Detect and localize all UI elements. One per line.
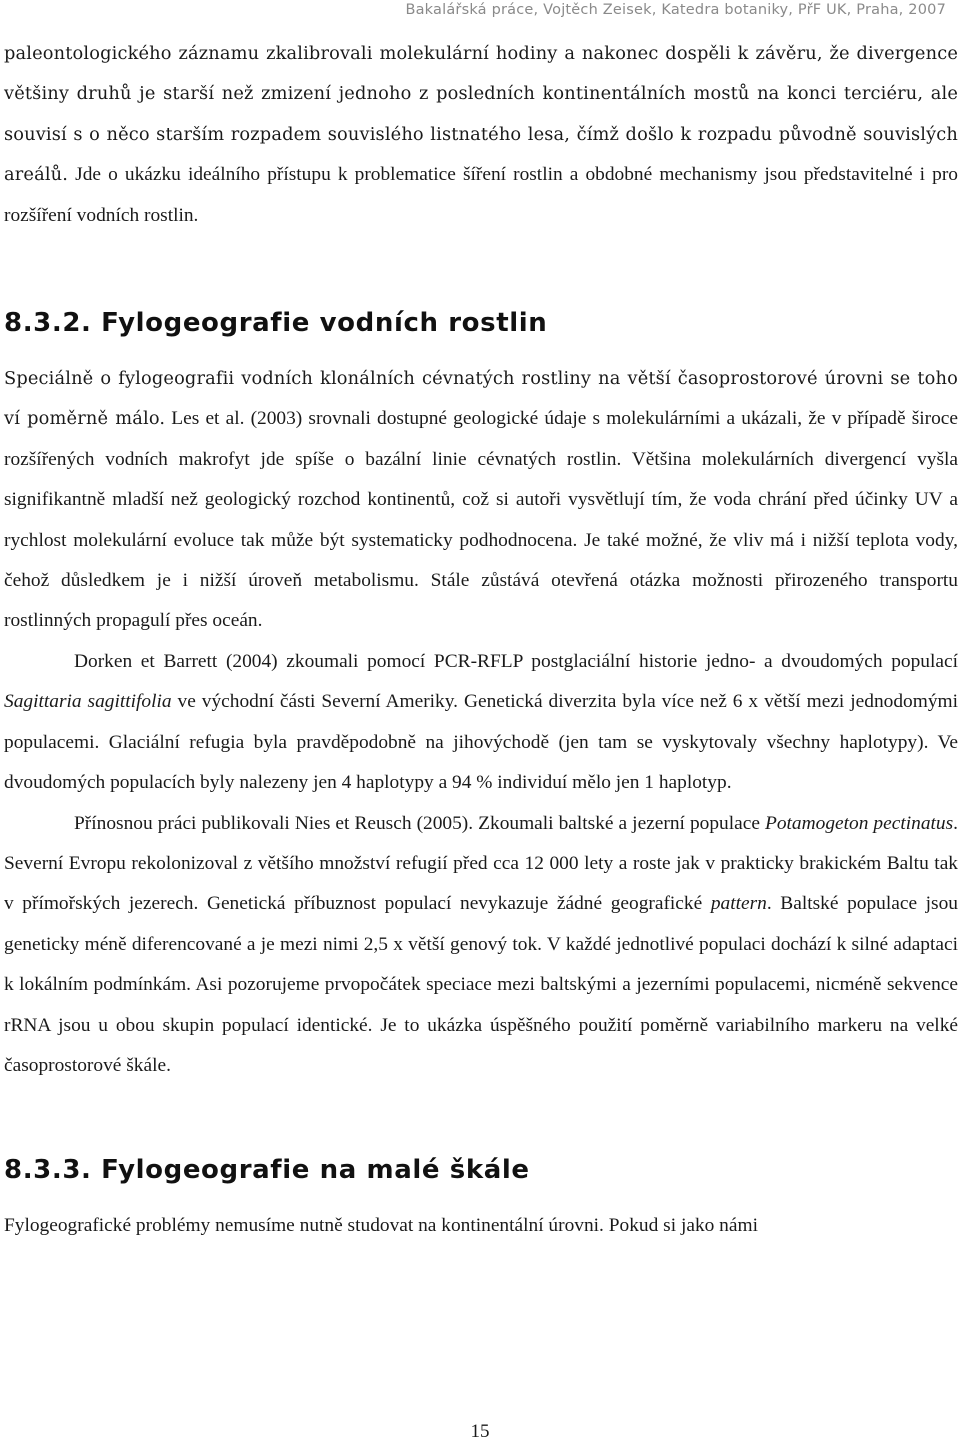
running-header: Bakalářská práce, Vojtěch Zeisek, Katedra botaniky, PřF UK, Praha, 2007 <box>405 2 946 18</box>
paragraph-text: Les et al. (2003) srovnali dostupné geologické údaje s molekulárními a ukázali, že v případě široce rozšířených vodních makrofyt jde spíše o bazální linie cévnatých rostlin. Většina molekulárních divergencí vyšla signifikantně mladší než geologický rozchod kontinentů, což si autoři vysvětlují tím, že voda chrání před účinky UV a rychlost molekulární evoluce tak může být systematicky podhodnocena. Je také možné, že vliv má i nižší teplota vody, čehož důsledkem je i nižší úroveň metabolismu. Stále zůstává otevřená otázka možnosti přirozeného transportu rostlinných propagulí přes oceán. <box>4 408 958 632</box>
page-number: 15 <box>470 1421 490 1442</box>
paragraph-text: Dorken et Barrett (2004) zkoumali pomocí PCR-RFLP postglaciální historie jedno- a dvoudomých populací <box>74 650 958 672</box>
species-name: Potamogeton pectinatus <box>765 812 954 834</box>
paragraph-small-scale: Fylogeografické problémy nemusíme nutně studovat na kontinentální úrovni. Pokud si jako námi <box>4 1215 758 1237</box>
paragraph-continuation <box>4 34 958 236</box>
paragraph-text: Jde o ukázku ideálního přístupu k problematice šíření rostlin a obdobné mechanismy jsou představitelné i pro rozšíření vodních rostlin. <box>4 164 958 226</box>
paragraph-lead-text: Speciálně o fylogeografii vodních klonálních cévnatých rostliny na větší časoprostorové úrovni se toho ví poměrně málo. <box>4 368 958 430</box>
paragraph-sagittaria <box>4 642 958 804</box>
page-content <box>4 34 958 1247</box>
paragraph-text: ve východní části Severní Ameriky. Genetická diverzita byla více než 6 x větší mezi jednodomými populacemi. Glaciální refugia byla pravděpodobně na jihovýchodě (jen tam se vyskytovaly všechny haplotypy). Ve dvoudomých populacích byly nalezeny jen 4 haplotypy a 94 % individuí mělo jen 1 haplotyp. <box>4 691 958 794</box>
paragraph-lead-text: paleontologického záznamu zkalibrovali molekulární hodiny a nakonec dospěli k závěru, že divergence většiny druhů je starší než zmizení jednoho z posledních kontinentálních mostů na konci terciéru, ale souvisí s o něco starším rozpadem souvislého listnatého lesa, čímž došlo k rozpadu původně souvislých areálů. <box>4 43 958 186</box>
paragraph-text: . Baltské populace jsou geneticky méně diferencované a je mezi nimi 2,5 x větší genový tok. V každé jednotlivé populaci dochází k silné adaptaci k lokálním podmínkám. Asi pozorujeme prvopočátek speciace mezi baltskými a jezerními populacemi, nicméně sekvence rRNA jsou u obou skupin populací identické. Je to ukázka úspěšného použití poměrně variabilního markeru na velké časoprostorové škále. <box>4 893 958 1076</box>
paragraph-potamogeton <box>4 804 958 1087</box>
section-heading-8-3-3: 8.3.3. Fylogeografie na malé škále <box>4 1155 530 1186</box>
paragraph-text: Přínosnou práci publikovali Nies et Reusch (2005). Zkoumali baltské a jezerní populace <box>74 812 765 834</box>
italic-term: pattern <box>710 893 767 915</box>
species-name: Sagittaria sagittifolia <box>4 691 172 713</box>
section-heading-8-3-2: 8.3.2. Fylogeografie vodních rostlin <box>4 308 548 339</box>
paragraph-aquatic-phylogeography <box>4 359 958 642</box>
paragraph-text: . Severní Evropu rekolonizoval z většího množství refugií před cca 12 000 lety a roste jak v prakticky brakickém Baltu tak v přímořských jezerech. Genetická příbuznost populací nevykazuje žádné geografické <box>4 812 958 915</box>
